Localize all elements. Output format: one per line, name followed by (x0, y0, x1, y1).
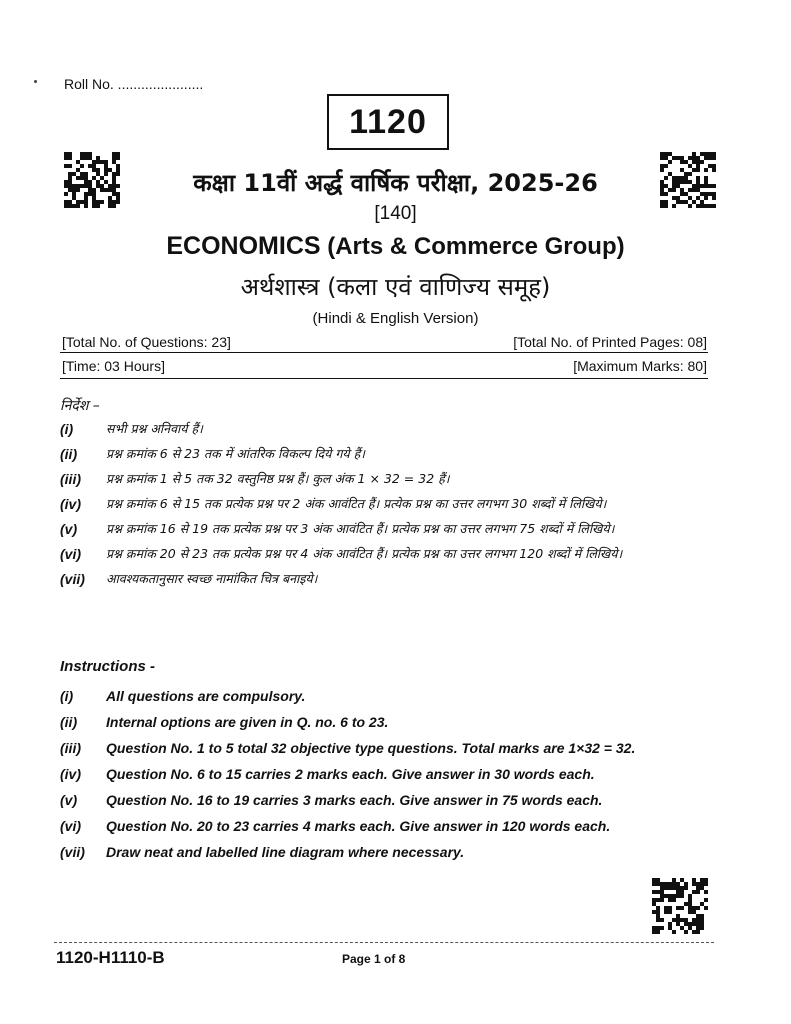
item-text: All questions are compulsory. (106, 687, 306, 704)
list-item (60, 762, 720, 785)
time-limit: [Time: 03 Hours] (62, 358, 165, 374)
list-item (60, 470, 710, 488)
english-instructions-list (60, 684, 720, 866)
maximum-marks: [Maximum Marks: 80] (573, 358, 707, 374)
item-number: (iii) (60, 471, 81, 487)
list-item (60, 445, 710, 463)
list-item (60, 520, 710, 538)
item-number: (vii) (60, 843, 85, 860)
subject-hindi: अर्थशास्त्र (कला एवं वाणिज्य समूह) (240, 273, 551, 301)
item-number: (iv) (60, 496, 81, 512)
item-text: Question No. 1 to 5 total 32 objective type questions. Total marks are 1×32 = 32. (106, 739, 636, 756)
booklet-code: 1120-H1110-B (56, 948, 165, 967)
list-item (60, 495, 710, 513)
subject-english-group: (Arts & Commerce Group) (320, 233, 625, 260)
footer-divider (54, 942, 714, 943)
item-text: Question No. 6 to 15 carries 2 marks each. Give answer in 30 words each. (106, 765, 595, 782)
list-item (60, 684, 720, 707)
divider (60, 378, 708, 379)
list-item (60, 710, 720, 733)
item-number: (v) (60, 791, 78, 808)
item-number: (i) (60, 421, 74, 437)
version-note: (Hindi & English Version) (312, 310, 479, 327)
item-number: (v) (60, 521, 78, 537)
item-text: प्रश्न क्रमांक 20 से 23 तक प्रत्येक प्रश्न पर 4 अंक आवंटित हैं। प्रत्येक प्रश्न का उत्तर लगभग 120 शब्दों में लिखिये। (106, 546, 623, 561)
list-item (60, 736, 720, 759)
roll-number-field: Roll No. ...................... (64, 76, 204, 92)
list-item (60, 840, 720, 863)
page-number: Page 1 of 8 (342, 952, 406, 966)
list-item (60, 788, 720, 811)
item-text: सभी प्रश्न अनिवार्य हैं। (106, 421, 203, 436)
item-number: (vi) (60, 817, 81, 834)
subject-english (0, 232, 791, 261)
hindi-instructions-list (60, 420, 710, 595)
hindi-instructions-heading: निर्देश – (60, 398, 100, 414)
item-number: (vi) (60, 546, 81, 562)
divider (60, 352, 708, 353)
list-item (60, 545, 710, 563)
qr-code-bottom-icon (652, 878, 708, 934)
item-text: Question No. 20 to 23 carries 4 marks each. Give answer in 120 words each. (106, 817, 611, 834)
item-text: आवश्यकतानुसार स्वच्छ नामांकित चित्र बनाइये। (106, 571, 318, 586)
item-text: Internal options are given in Q. no. 6 to 23. (106, 713, 389, 730)
item-number: (vii) (60, 571, 85, 587)
printed-pages: [Total No. of Printed Pages: 08] (513, 334, 707, 350)
list-item (60, 420, 710, 438)
item-number: (iv) (60, 765, 81, 782)
item-text: प्रश्न क्रमांक 6 से 23 तक में आंतरिक विकल्प दिये गये हैं। (106, 446, 365, 461)
exam-title: कक्षा 11वीं अर्द्ध वार्षिक परीक्षा, 2025-26 (193, 169, 598, 197)
subject-english-main: ECONOMICS (166, 232, 321, 260)
item-number: (i) (60, 687, 74, 704)
list-item (60, 570, 710, 588)
speck (34, 80, 37, 83)
list-item (60, 814, 720, 837)
item-text: Question No. 16 to 19 carries 3 marks each. Give answer in 75 words each. (106, 791, 603, 808)
item-number: (iii) (60, 739, 81, 756)
item-number: (ii) (60, 713, 78, 730)
item-number: (ii) (60, 446, 78, 462)
item-text: Draw neat and labelled line diagram where necessary. (106, 843, 465, 860)
english-instructions-heading: Instructions - (60, 658, 156, 675)
subject-code: [140] (374, 203, 417, 224)
item-text: प्रश्न क्रमांक 16 से 19 तक प्रत्येक प्रश्न पर 3 अंक आवंटित हैं। प्रत्येक प्रश्न का उत्तर लगभग 75 शब्दों में लिखिये। (106, 521, 615, 536)
item-text: प्रश्न क्रमांक 6 से 15 तक प्रत्येक प्रश्न पर 2 अंक आवंटित हैं। प्रत्येक प्रश्न का उत्तर लगभग 30 शब्दों में लिखिये। (106, 496, 607, 511)
total-questions: [Total No. of Questions: 23] (62, 334, 231, 350)
item-text: प्रश्न क्रमांक 1 से 5 तक 32 वस्तुनिष्ठ प्रश्न हैं। कुल अंक 1 × 32 = 32 हैं। (106, 471, 450, 486)
paper-code-box: 1120 (327, 94, 449, 150)
